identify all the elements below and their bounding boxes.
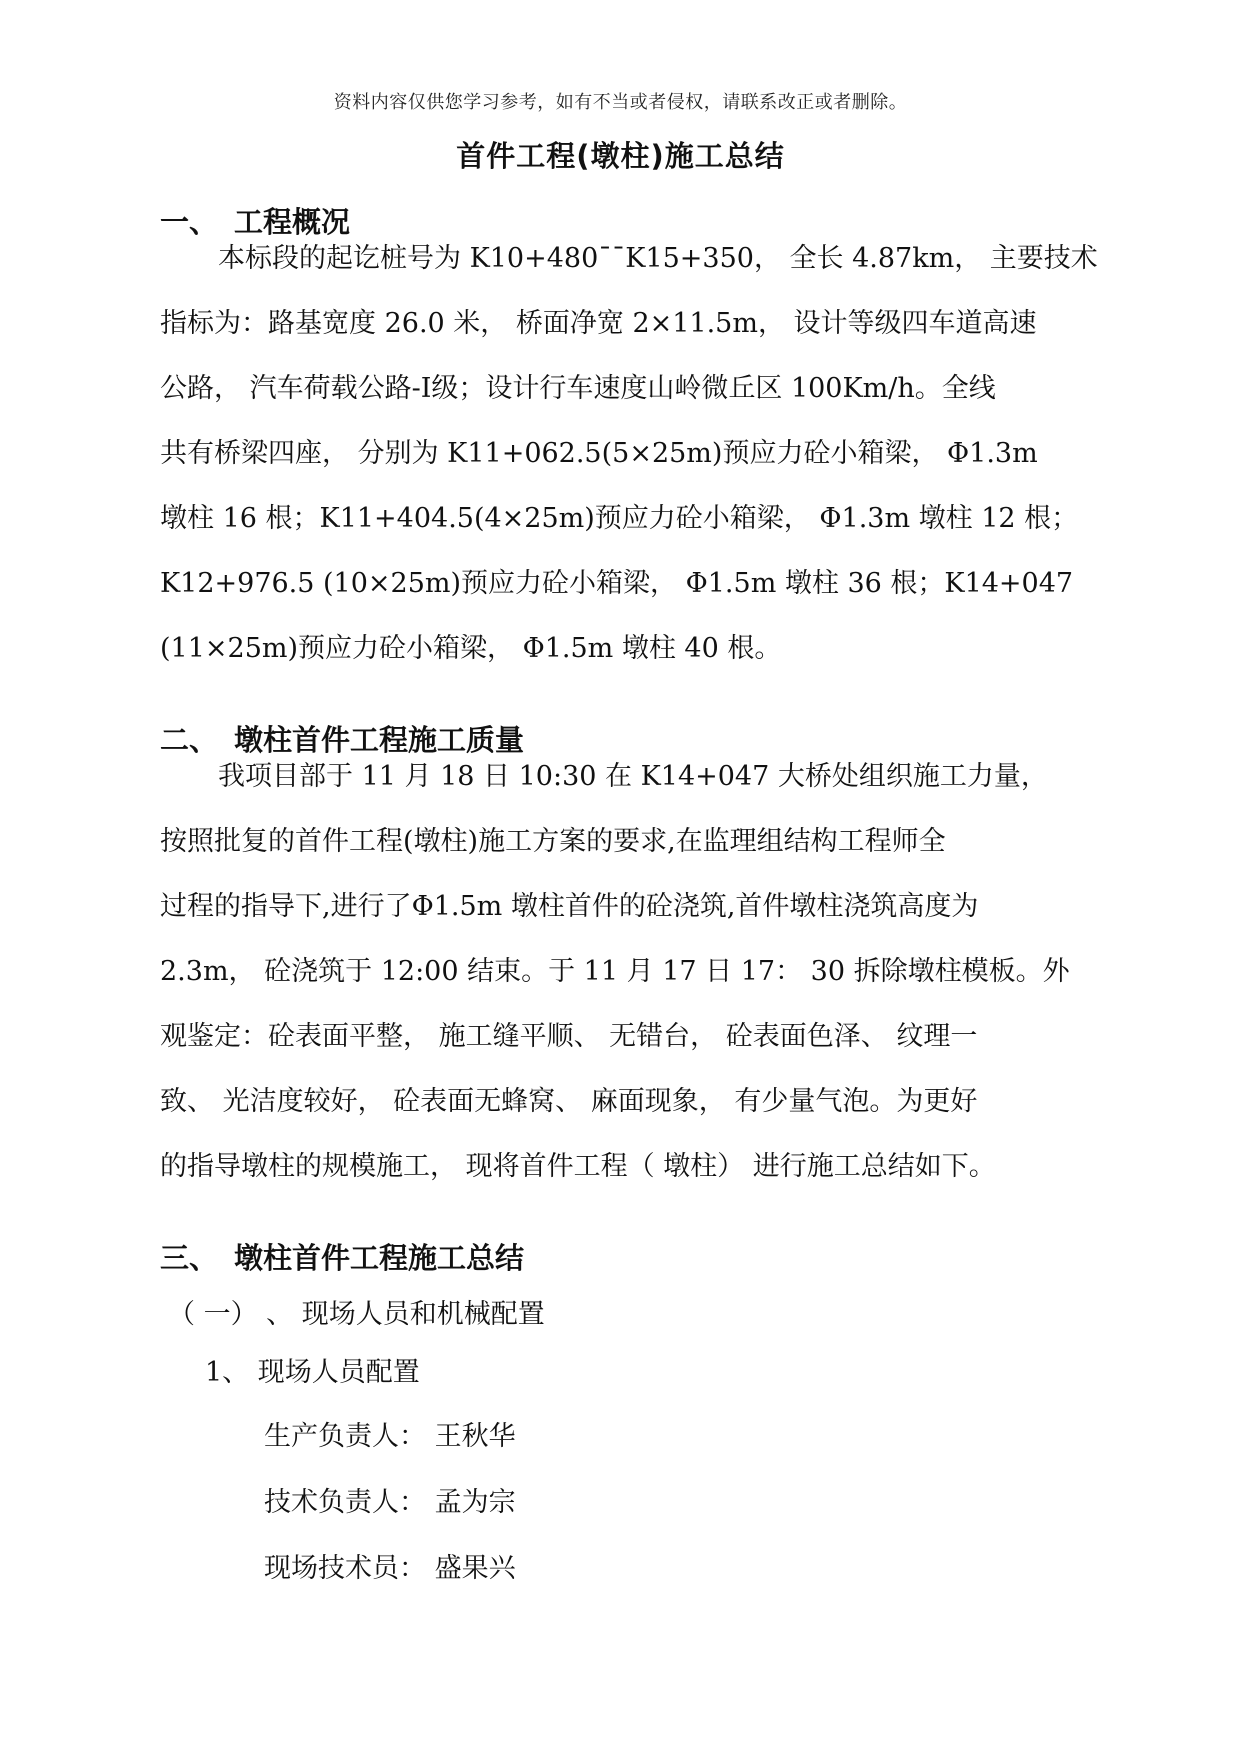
paragraph-line: 共有桥梁四座， 分别为 K11+062.5(5×25m)预应力砼小箱梁， Φ1.3m — [160, 438, 1038, 469]
staff-line: 现场技术员： 盛果兴 — [264, 1553, 516, 1584]
section-2-number: 二、 — [160, 723, 219, 757]
paragraph-line: 2.3m， 砼浇筑于 12:00 结束。于 11 月 17 日 17： 30 拆除墩柱模板。外 — [160, 956, 1070, 987]
paragraph-line: 我项目部于 11 月 18 日 10:30 在 K14+047 大桥处组织施工力量， — [218, 761, 1048, 792]
section-3-number: 三、 — [160, 1241, 219, 1275]
paragraph-line: 墩柱 16 根；K11+404.5(4×25m)预应力砼小箱梁， Φ1.3m 墩柱 12 根； — [160, 503, 1079, 534]
staff-line: 技术负责人： 孟为宗 — [264, 1487, 516, 1518]
paragraph-line: 指标为：路基宽度 26.0 米， 桥面净宽 2×11.5m， 设计等级四车道高速 — [160, 308, 1037, 339]
paragraph-line: 按照批复的首件工程(墩柱)施工方案的要求,在监理组结构工程师全 — [160, 826, 946, 857]
paragraph-line: K12+976.5 (10×25m)预应力砼小箱梁， Φ1.5m 墩柱 36 根；K14+047 — [160, 568, 1074, 599]
subsection-1-heading: （ 一） 、 现场人员和机械配置 — [168, 1299, 545, 1330]
paragraph-line: 观鉴定：砼表面平整， 施工缝平顺、 无错台， 砼表面色泽、 纹理一 — [160, 1021, 978, 1052]
section-2-heading — [160, 718, 524, 759]
paragraph-line: 的指导墩柱的规模施工， 现将首件工程（ 墩柱） 进行施工总结如下。 — [160, 1151, 996, 1182]
paragraph-line: (11×25m)预应力砼小箱梁， Φ1.5m 墩柱 40 根。 — [160, 633, 782, 664]
paragraph-line: 致、 光洁度较好， 砼表面无蜂窝、 麻面现象， 有少量气泡。为更好 — [160, 1086, 978, 1117]
section-1-number: 一、 — [160, 205, 219, 239]
subsection-item-1-heading: 1、 现场人员配置 — [205, 1357, 420, 1388]
section-3-heading — [160, 1236, 524, 1277]
document-title: 首件工程(墩柱)施工总结 — [456, 139, 785, 173]
paragraph-line: 公路， 汽车荷载公路-Ⅰ级；设计行车速度山岭微丘区 100Km/h。全线 — [160, 373, 996, 404]
paragraph-line: 过程的指导下,进行了Φ1.5m 墩柱首件的砼浇筑,首件墩柱浇筑高度为 — [160, 891, 979, 922]
paragraph-line: 本标段的起讫桩号为 K10+480¯¯K15+350， 全长 4.87km， 主要技术 — [218, 243, 1098, 274]
section-1-heading — [160, 200, 350, 241]
header-note: 资料内容仅供您学习参考，如有不当或者侵权，请联系改正或者删除。 — [333, 92, 908, 113]
section-3-title: 墩柱首件工程施工总结 — [234, 1241, 525, 1275]
section-2-title: 墩柱首件工程施工质量 — [234, 723, 525, 757]
section-1-title: 工程概况 — [234, 205, 351, 239]
staff-line: 生产负责人： 王秋华 — [264, 1421, 516, 1452]
